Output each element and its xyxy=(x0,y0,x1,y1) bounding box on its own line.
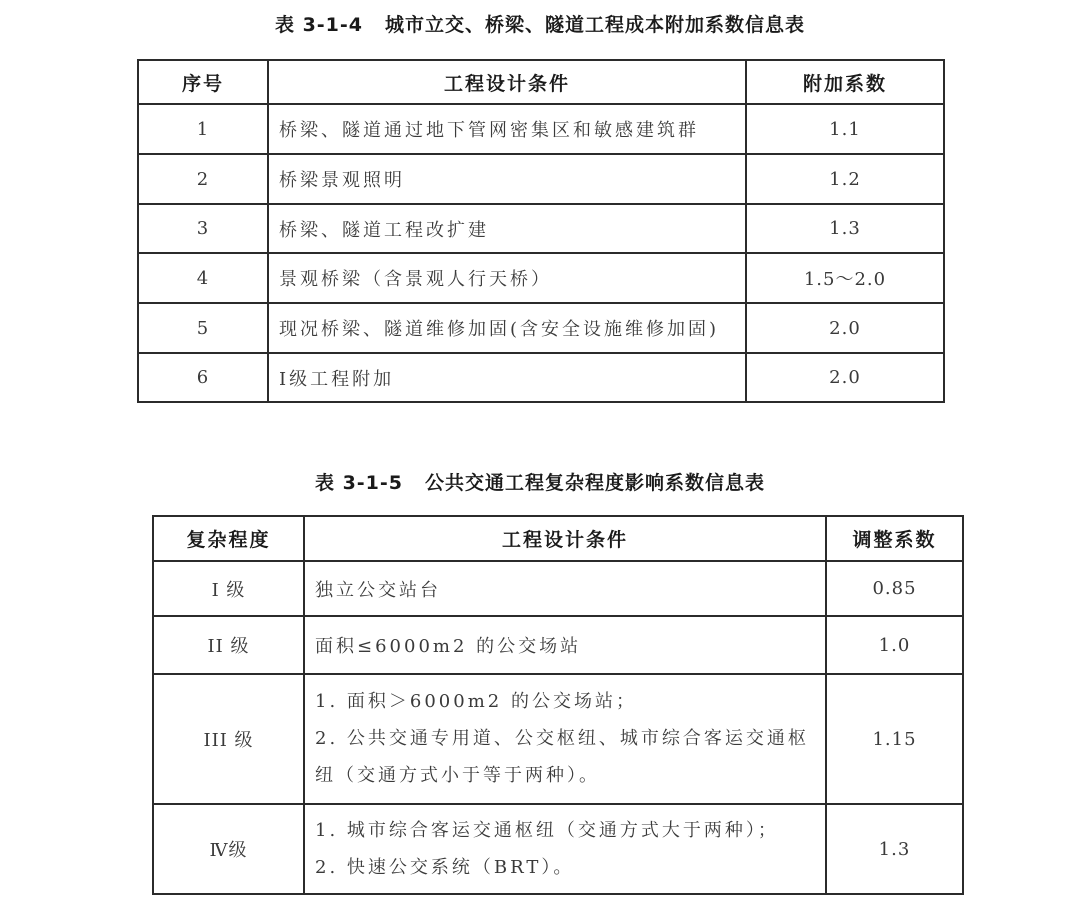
cell-coefficient: 2.0 xyxy=(746,303,944,353)
header-coefficient: 调整系数 xyxy=(826,516,963,561)
cell-coefficient: 1.15 xyxy=(826,674,963,804)
header-coefficient: 附加系数 xyxy=(746,60,944,104)
cell-no: 2 xyxy=(138,154,268,204)
cell-condition xyxy=(304,674,826,804)
cell-coefficient: 1.2 xyxy=(746,154,944,204)
table-row xyxy=(138,353,944,402)
table-row xyxy=(138,204,944,253)
condition-line: 2. 快速公交系统（BRT）。 xyxy=(315,856,575,878)
header-no: 序号 xyxy=(138,60,268,104)
cell-condition: 桥梁景观照明 xyxy=(268,154,746,204)
cell-condition: 景观桥梁（含景观人行天桥） xyxy=(268,253,746,303)
cell-no: 5 xyxy=(138,303,268,353)
cell-condition: 桥梁、隧道工程改扩建 xyxy=(268,204,746,253)
cell-no: 3 xyxy=(138,204,268,253)
cell-no: 6 xyxy=(138,353,268,402)
cell-no: 1 xyxy=(138,104,268,154)
header-condition: 工程设计条件 xyxy=(304,516,826,561)
table1-caption-number: 表 3-1-4 xyxy=(274,14,364,36)
table2-caption-title: 公共交通工程复杂程度影响系数信息表 xyxy=(425,472,766,494)
cell-coefficient: 1.1 xyxy=(746,104,944,154)
cell-level: II 级 xyxy=(153,616,304,674)
cell-level: I 级 xyxy=(153,561,304,616)
cell-no: 4 xyxy=(138,253,268,303)
table-row xyxy=(138,104,944,154)
cell-condition: Ⅰ级工程附加 xyxy=(268,353,746,402)
table-header-row xyxy=(153,516,963,561)
cell-condition: 现况桥梁、隧道维修加固(含安全设施维修加固) xyxy=(268,303,746,353)
table-row xyxy=(138,154,944,204)
condition-line: 2. 公共交通专用道、公交枢纽、城市综合客运交通枢 xyxy=(315,728,809,749)
cell-coefficient: 2.0 xyxy=(746,353,944,402)
cell-condition: 面积≤6000m2 的公交场站 xyxy=(304,616,826,674)
table2-caption-number: 表 3-1-5 xyxy=(314,472,404,494)
table-header-row xyxy=(138,60,944,104)
table1-caption xyxy=(0,10,1080,37)
header-complexity: 复杂程度 xyxy=(153,516,304,561)
condition-line: 1. 面积＞6000m2 的公交场站； xyxy=(315,691,637,712)
cell-coefficient: 0.85 xyxy=(826,561,963,616)
table-row xyxy=(153,561,963,616)
table-row xyxy=(153,674,963,804)
cell-coefficient: 1.3 xyxy=(746,204,944,253)
table2-caption xyxy=(0,468,1080,495)
table-row xyxy=(138,303,944,353)
header-condition: 工程设计条件 xyxy=(268,60,746,104)
cell-level: Ⅳ级 xyxy=(153,804,304,894)
cell-condition: 独立公交站台 xyxy=(304,561,826,616)
condition-line: 纽（交通方式小于等于两种）。 xyxy=(315,765,600,786)
table-row xyxy=(138,253,944,303)
cell-level: III 级 xyxy=(153,674,304,804)
cell-coefficient: 1.5～2.0 xyxy=(746,253,944,303)
table-row xyxy=(153,616,963,674)
cell-coefficient: 1.3 xyxy=(826,804,963,894)
cell-coefficient: 1.0 xyxy=(826,616,963,674)
table-row xyxy=(153,804,963,894)
complexity-coefficient-table xyxy=(152,515,964,895)
cost-coefficient-table xyxy=(137,59,945,403)
table1-caption-title: 城市立交、桥梁、隧道工程成本附加系数信息表 xyxy=(385,14,806,36)
cell-condition: 桥梁、隧道通过地下管网密集区和敏感建筑群 xyxy=(268,104,746,154)
condition-line: 1. 城市综合客运交通枢纽（交通方式大于两种）； xyxy=(315,819,779,841)
cell-condition xyxy=(304,804,826,894)
